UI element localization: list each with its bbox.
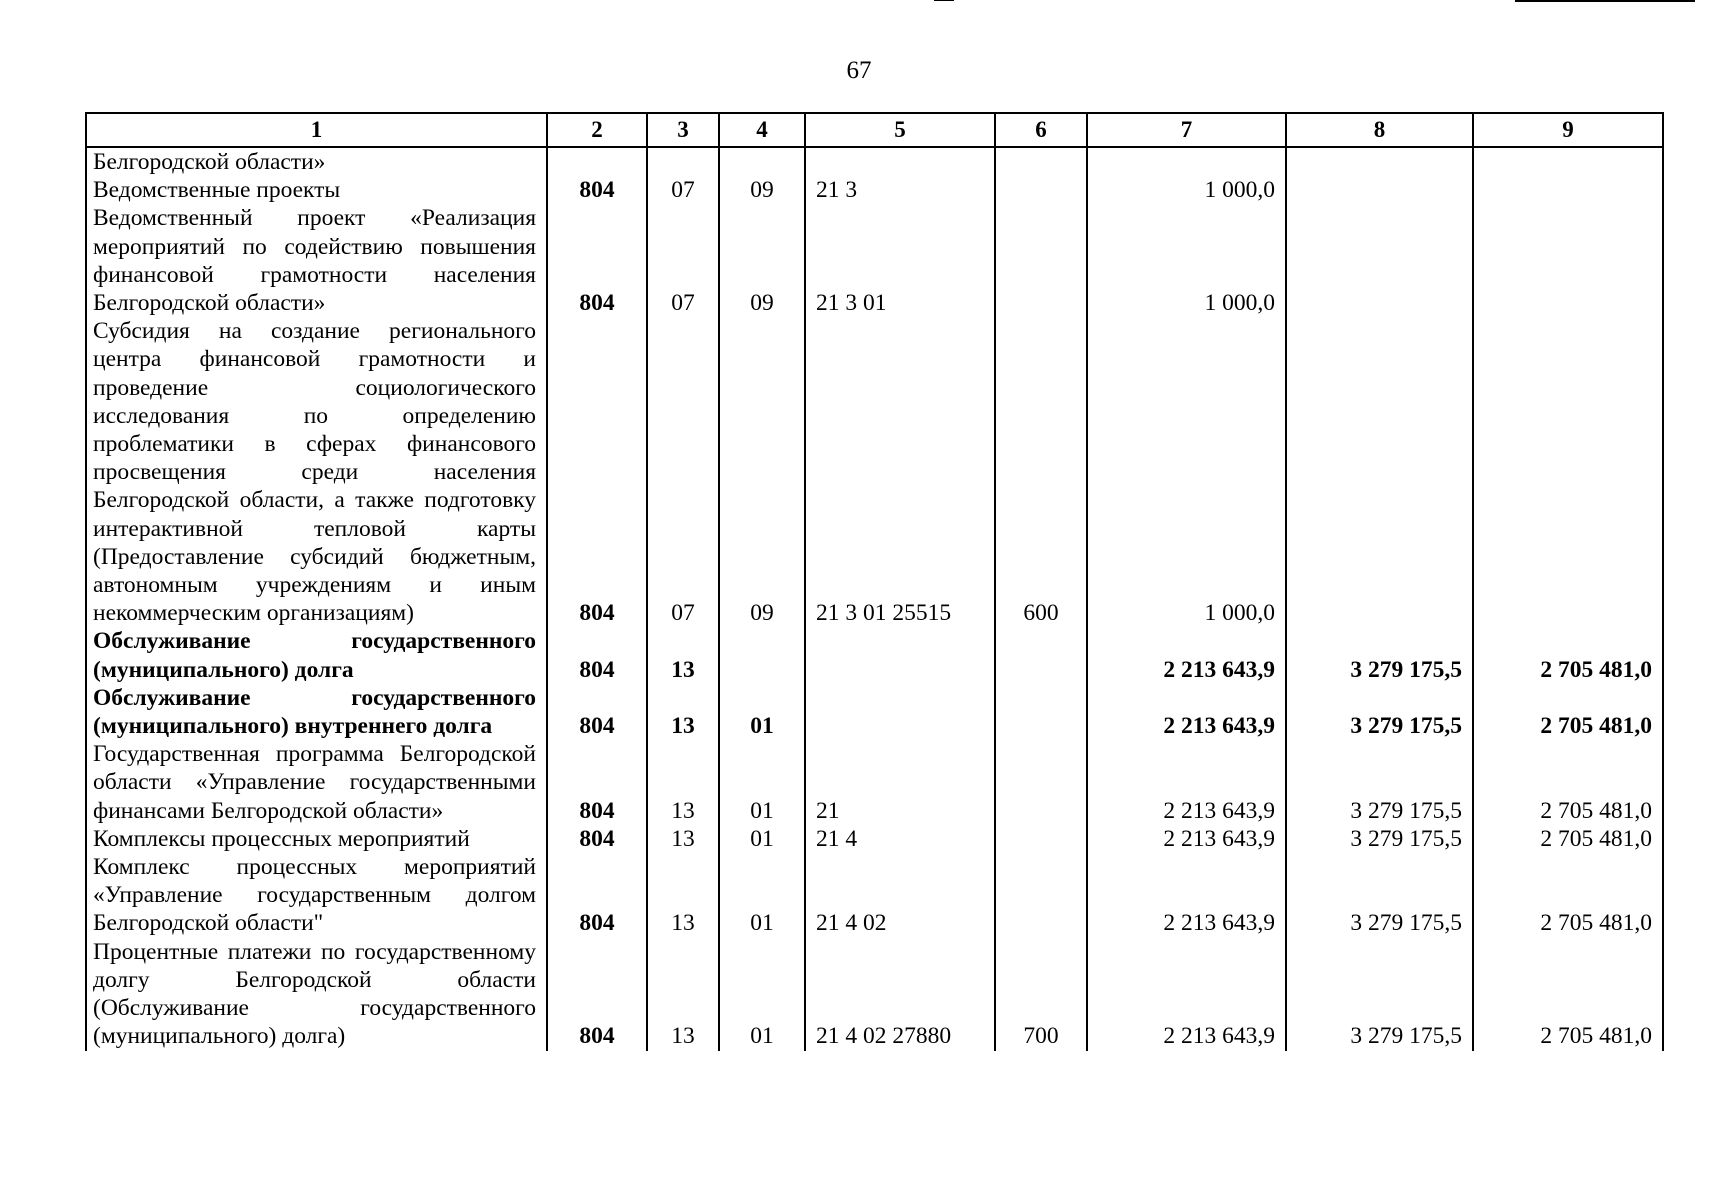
header-cell-9: 9	[1473, 113, 1663, 147]
row-expense-type-cell	[995, 740, 1087, 825]
row-name-cell: Государственная программа Белгородской области «Управление государственными финансами Белгородской области»	[86, 740, 547, 825]
page-number: 67	[846, 57, 872, 84]
row-section-cell: 13	[647, 825, 719, 853]
row-amount-col9-cell: 2 705 481,0	[1473, 853, 1663, 938]
row-subsection-cell: 01	[719, 740, 805, 825]
table-row	[86, 204, 1663, 317]
row-amount-col7-cell: 2 213 643,9	[1087, 627, 1286, 683]
row-amount-col9-cell: 2 705 481,0	[1473, 825, 1663, 853]
row-subsection-cell	[719, 147, 805, 176]
row-amount-col8-cell: 3 279 175,5	[1286, 627, 1473, 683]
row-amount-col7-cell: 2 213 643,9	[1087, 740, 1286, 825]
row-name-cell: Субсидия на создание регионального центра финансовой грамотности и проведение социологического исследования по определению проблематики в сферах финансового просвещения среди населения Белгородской области, а также подготовку интерактивной тепловой карты (Предоставление субсидий бюджетным, автономным учреждениям и иным некоммерческим организациям)	[86, 317, 547, 627]
row-code-cell: 804	[547, 853, 647, 938]
row-section-cell: 13	[647, 740, 719, 825]
row-amount-col7-cell: 2 213 643,9	[1087, 853, 1286, 938]
row-amount-col7-cell	[1087, 147, 1286, 176]
row-amount-col8-cell: 3 279 175,5	[1286, 825, 1473, 853]
table-row	[86, 684, 1663, 740]
table-body	[86, 147, 1663, 1051]
row-amount-col9-cell: 2 705 481,0	[1473, 627, 1663, 683]
row-target-article-cell: 21	[805, 740, 995, 825]
header-cell-1: 1	[86, 113, 547, 147]
row-target-article-cell: 21 4 02	[805, 853, 995, 938]
header-cell-2: 2	[547, 113, 647, 147]
row-code-cell: 804	[547, 627, 647, 683]
table-row	[86, 740, 1663, 825]
row-subsection-cell: 01	[719, 853, 805, 938]
row-target-article-cell: 21 4	[805, 825, 995, 853]
row-amount-col7-cell: 2 213 643,9	[1087, 825, 1286, 853]
row-subsection-cell	[719, 627, 805, 683]
header-cell-6: 6	[995, 113, 1087, 147]
row-section-cell: 13	[647, 853, 719, 938]
row-target-article-cell	[805, 684, 995, 740]
row-amount-col8-cell	[1286, 317, 1473, 627]
row-expense-type-cell	[995, 684, 1087, 740]
table-row	[86, 176, 1663, 204]
row-amount-col9-cell	[1473, 176, 1663, 204]
row-amount-col9-cell	[1473, 204, 1663, 317]
row-amount-col7-cell: 2 213 643,9	[1087, 684, 1286, 740]
row-amount-col9-cell: 2 705 481,0	[1473, 684, 1663, 740]
row-code-cell: 804	[547, 176, 647, 204]
row-amount-col8-cell: 3 279 175,5	[1286, 684, 1473, 740]
row-target-article-cell: 21 3 01	[805, 204, 995, 317]
row-amount-col9-cell: 2 705 481,0	[1473, 740, 1663, 825]
budget-table	[85, 112, 1664, 1051]
scan-mark	[1515, 0, 1695, 2]
row-amount-col8-cell	[1286, 176, 1473, 204]
row-amount-col8-cell: 3 279 175,5	[1286, 740, 1473, 825]
row-amount-col9-cell: 2 705 481,0	[1473, 938, 1663, 1051]
row-subsection-cell: 01	[719, 684, 805, 740]
row-expense-type-cell	[995, 825, 1087, 853]
row-section-cell: 07	[647, 204, 719, 317]
row-code-cell: 804	[547, 938, 647, 1051]
row-amount-col7-cell: 1 000,0	[1087, 317, 1286, 627]
header-cell-8: 8	[1286, 113, 1473, 147]
row-name-cell: Обслуживание государственного (муниципального) внутреннего долга	[86, 684, 547, 740]
row-code-cell	[547, 147, 647, 176]
row-code-cell: 804	[547, 204, 647, 317]
row-amount-col7-cell: 2 213 643,9	[1087, 938, 1286, 1051]
row-name-cell: Обслуживание государственного (муниципального) долга	[86, 627, 547, 683]
row-expense-type-cell	[995, 176, 1087, 204]
row-amount-col7-cell: 1 000,0	[1087, 204, 1286, 317]
row-expense-type-cell	[995, 204, 1087, 317]
row-section-cell: 13	[647, 938, 719, 1051]
row-code-cell: 804	[547, 740, 647, 825]
row-target-article-cell	[805, 147, 995, 176]
row-target-article-cell	[805, 627, 995, 683]
row-subsection-cell: 09	[719, 317, 805, 627]
row-section-cell: 13	[647, 684, 719, 740]
row-expense-type-cell: 700	[995, 938, 1087, 1051]
row-code-cell: 804	[547, 317, 647, 627]
row-code-cell: 804	[547, 684, 647, 740]
header-cell-5: 5	[805, 113, 995, 147]
row-amount-col9-cell	[1473, 317, 1663, 627]
row-subsection-cell: 09	[719, 176, 805, 204]
row-name-cell: Ведомственные проекты	[86, 176, 547, 204]
row-subsection-cell: 01	[719, 938, 805, 1051]
row-expense-type-cell: 600	[995, 317, 1087, 627]
row-name-cell: Ведомственный проект «Реализация мероприятий по содействию повышения финансовой грамотности населения Белгородской области»	[86, 204, 547, 317]
row-name-cell: Комплексы процессных мероприятий	[86, 825, 547, 853]
row-expense-type-cell	[995, 853, 1087, 938]
row-section-cell: 13	[647, 627, 719, 683]
table-row	[86, 627, 1663, 683]
header-cell-3: 3	[647, 113, 719, 147]
row-amount-col8-cell: 3 279 175,5	[1286, 938, 1473, 1051]
row-expense-type-cell	[995, 627, 1087, 683]
row-subsection-cell: 09	[719, 204, 805, 317]
row-amount-col8-cell	[1286, 147, 1473, 176]
row-subsection-cell: 01	[719, 825, 805, 853]
table-header	[86, 113, 1663, 147]
row-section-cell: 07	[647, 317, 719, 627]
row-amount-col8-cell	[1286, 204, 1473, 317]
row-name-cell: Процентные платежи по государственному долгу Белгородской области (Обслуживание государственного (муниципального) долга)	[86, 938, 547, 1051]
header-cell-4: 4	[719, 113, 805, 147]
row-amount-col9-cell	[1473, 147, 1663, 176]
row-target-article-cell: 21 3 01 25515	[805, 317, 995, 627]
scan-mark	[934, 0, 954, 1]
table-row	[86, 317, 1663, 627]
table-row	[86, 825, 1663, 853]
row-target-article-cell: 21 4 02 27880	[805, 938, 995, 1051]
header-cell-7: 7	[1087, 113, 1286, 147]
table-row	[86, 853, 1663, 938]
row-name-cell: Комплекс процессных мероприятий «Управление государственным долгом Белгородской области"	[86, 853, 547, 938]
row-target-article-cell: 21 3	[805, 176, 995, 204]
row-expense-type-cell	[995, 147, 1087, 176]
row-name-cell: Белгородской области»	[86, 147, 547, 176]
row-code-cell: 804	[547, 825, 647, 853]
row-amount-col7-cell: 1 000,0	[1087, 176, 1286, 204]
table-row	[86, 938, 1663, 1051]
row-amount-col8-cell: 3 279 175,5	[1286, 853, 1473, 938]
row-section-cell: 07	[647, 176, 719, 204]
table-row	[86, 147, 1663, 176]
row-section-cell	[647, 147, 719, 176]
header-row	[86, 113, 1663, 147]
